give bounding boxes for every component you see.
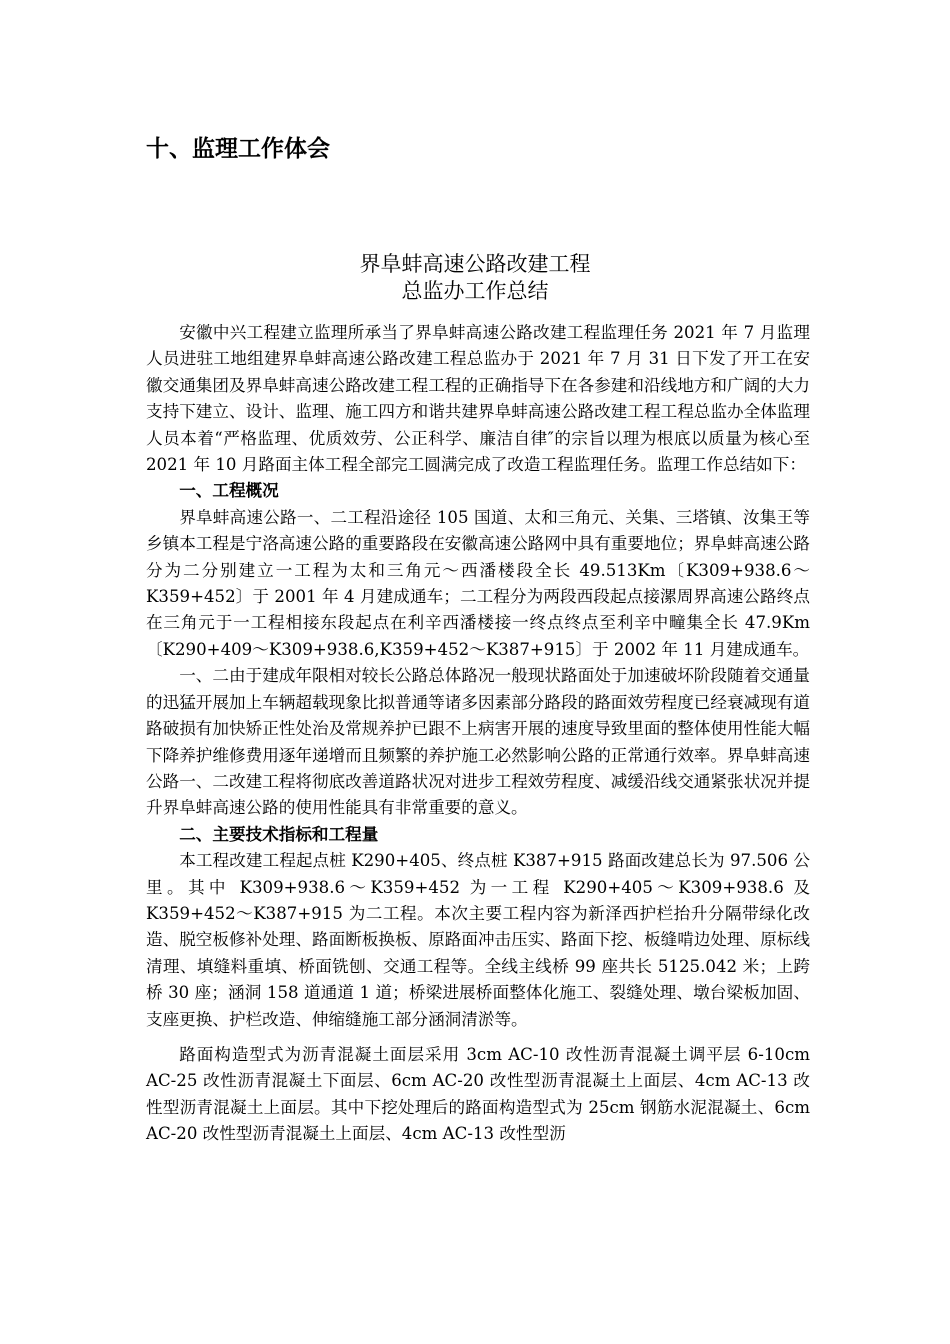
scope-paragraph: 本工程改建工程起点桩 K290+405、终点桩 K387+915 路面改建总长为 97.506 公里。其中 K309+938.6～K359+452 为一工程 K290+405～K309+938.6 及 K359+452～K387+915 为二工程。本次主要工程内容为新泽西护栏抬升分隔带绿化改造、脱空板修补处理、路面断板换板、原路面冲击压实、路面下挖、板缝啃边处理、原标线清理、填缝料重填、桥面铣刨、交通工程等。全线主线桥 99 座共长 5125.042 米；上跨桥 30 座；涵洞 158 道通道 1 道；桥梁进展桥面整体化施工、裂缝处理、墩台梁板加固、支座更换、护栏改造、伸缩缝施工部分涵洞清淤等。 bbox=[146, 851, 810, 1029]
overview-paragraph-2: 一、二由于建成年限相对较长公路总体路况一般现状路面处于加速破坏阶段随着交通量的迅猛开展加上车辆超载现象比拟普通等诸多因素部分路段的路面效劳程度已经衰减现有道路破损有加快矫正性处治及常规养护已跟不上病害开展的速度导致里面的整体使用性能大幅下降养护维修费用逐年递增而且频繁的养护施工必然影响公路的正常通行效率。界阜蚌高速公路一、二改建工程将彻底改善道路状况对进步工程效劳程度、减缓沿线交通紧张状况并提升界阜蚌高速公路的使用性能具有非常重要的意义。 bbox=[146, 666, 810, 818]
document-title: 界阜蚌高速公路改建工程 bbox=[359, 252, 591, 276]
intro-paragraph: 安徽中兴工程建立监理所承当了界阜蚌高速公路改建工程监理任务 2021 年 7 月监理人员进驻工地组建界阜蚌高速公路改建工程总监办于 2021 年 7 月 31 日下发了开工在安徽交通集团及界阜蚌高速公路改建工程工程的正确指导下在各参建和沿线地方和广阔的大力支持下建立、设计、监理、施工四方和谐共建界阜蚌高速公路改建工程工程总监办全体监理人员本着“严格监理、优质效劳、公正科学、廉洁自律″的宗旨以理为根底以质量为核心至 2021 年 10 月路面主体工程全部完工圆满完成了改造工程监理任务。监理工作总结如下： bbox=[146, 323, 810, 475]
body-text bbox=[146, 320, 810, 1148]
heading-technical-indicators: 二、主要技术指标和工程量 bbox=[179, 824, 379, 844]
pavement-paragraph: 路面构造型式为沥青混凝土面层采用 3cm AC-10 改性沥青混凝土调平层 6-10cm AC-25 改性沥青混凝土下面层、6cm AC-20 改性型沥青混凝土上面层、4cm AC-13 改性型沥青混凝土上面层。其中下挖处理后的路面构造型式为 25cm 钢筋水泥混凝土、6cm AC-20 改性型沥青混凝土上面层、4cm AC-13 改性型沥 bbox=[146, 1044, 810, 1144]
overview-paragraph-1: 界阜蚌高速公路一、二工程沿途径 105 国道、太和三角元、关集、三塔镇、汝集王等乡镇本工程是宁洛高速公路的重要路段在安徽高速公路网中具有重要地位；界阜蚌高速公路分为二分别建立一工程为太和三角元～西潘楼段全长 49.513Km〔K309+938.6～K359+452〕于 2001 年 4 月建成通车；二工程分为两段西段起点接漯周界高速公路终点在三角元于一工程相接东段起点在利辛西潘楼接一终点终点至利辛中疃集全长 47.9Km〔K290+409～K309+938.6,K359+452～K387+915〕于 2002 年 11 月建成通车。 bbox=[146, 507, 810, 659]
document-subtitle: 总监办工作总结 bbox=[401, 279, 549, 303]
heading-project-overview: 一、工程概况 bbox=[179, 481, 279, 501]
section-heading: 十、监理工作体会 bbox=[146, 136, 330, 162]
